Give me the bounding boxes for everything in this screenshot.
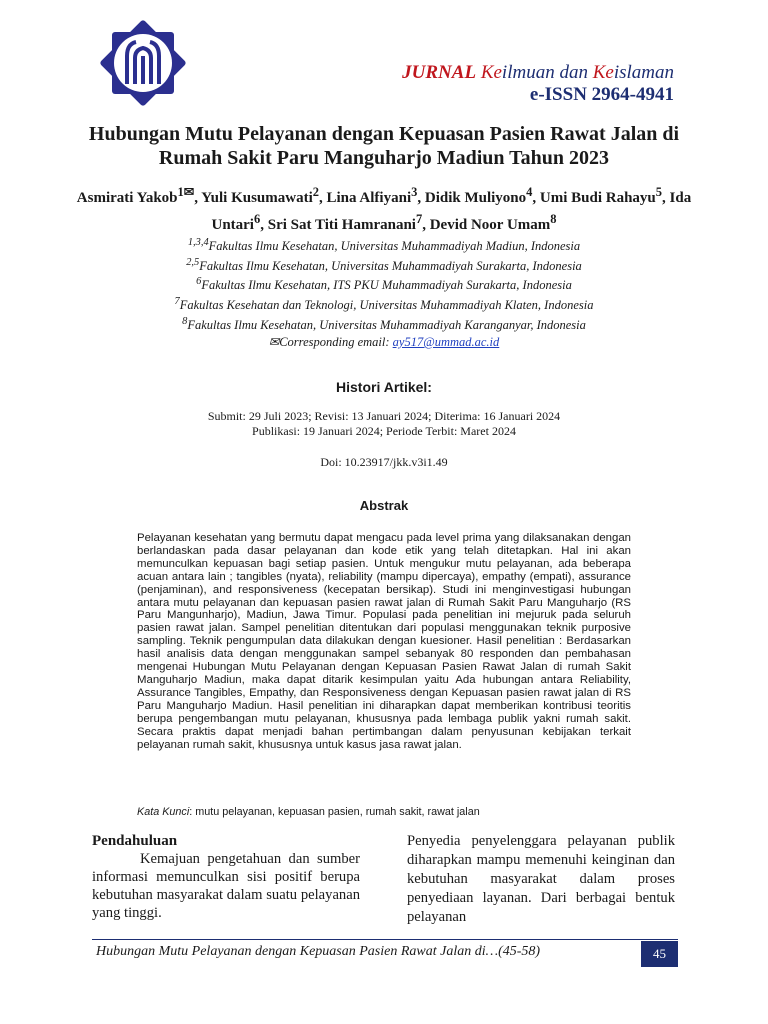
author-name: Asmirati Yakob	[76, 190, 178, 206]
affiliation: $^{1,3,4}$Fakultas Ilmu Kesehatan, Universitas Muhammadiyah Madiun, Indonesia	[187, 237, 581, 254]
mail-icon: ✉	[268, 335, 280, 349]
article-title: Hubungan Mutu Pelayanan dengan Kepuasan Pasien Rawat Jalan di Rumah Sakit Paru Manguharjo Madiun Tahun 2023	[88, 123, 680, 169]
author-name: Umi Budi Rahayu	[539, 190, 656, 206]
author-name: Devid Noor Umam	[429, 217, 551, 233]
keywords: Kata Kunci: mutu pelayanan, kepuasan pasien, rumah sakit, rawat jalan	[137, 806, 480, 818]
affiliation: $^8$Fakultas Ilmu Kesehatan, Universitas Muhammadiyah Karanganyar, Indonesia	[182, 315, 586, 332]
author-list: Asmirati Yakob$^{1✉}$, Yuli Kusumawati$^2$, Lina Alfiyani$^3$, Didik Muliyono$^4$, Umi Budi Rahayu$^5$, Ida Untari$^6$, Sri Sat Titi Hamranani$^7$, Devid Noor Umam$^8$	[76, 185, 692, 233]
history-heading: Histori Artikel:	[336, 379, 432, 395]
affiliation: $^{2,5}$Fakultas Ilmu Kesehatan, Universitas Muhammadiyah Surakarta, Indonesia	[186, 256, 582, 273]
running-title: Hubungan Mutu Pelayanan dengan Kepuasan Pasien Rawat Jalan di…(45-58)	[96, 944, 541, 959]
affiliation: $^6$Fakultas Ilmu Kesehatan, ITS PKU Muhammadiyah Surakarta, Indonesia	[196, 276, 572, 293]
corresponding-email: ✉Corresponding email: ay517@ummad.ac.id	[268, 335, 500, 349]
doi: Doi: 10.23917/jkk.v3i1.49	[320, 455, 448, 469]
author-name: Sri Sat Titi Hamranani	[267, 217, 416, 233]
abstract-heading: Abstrak	[359, 498, 409, 513]
body-left-column	[92, 832, 360, 922]
abstract-text: Pelayanan kesehatan yang bermutu dapat mengacu pada level prima yang dilaksanakan dengan berlandaskan pada dasar pelayanan dan kode etik yang telah ditetapkan. Hal ini akan memunculkan kepuasan bagi setiap pasien. Untuk mengukur mutu pelayanan, ada beberapa acuan antara lain ; tangibles (nyata), reliability (mampu dipercaya), empathy (empati), assurance (penjaminan), and responsiveness (kecepatan bersikap). Studi ini menginvestigasi hubungan antara mutu pelayanan dan kepuasan pasien rawat jalan di Rumah Sakit Paru Manguharjo (RS Paru Mangunharjo), Madiun, Jawa Timur. Populasi pada penelitian ini mejuruk pada seluruh pasien rawat jalan. Sampel penelitian ditentukan dari populasi menggunakan teknik purposive sampling. Teknik pengumpulan data dilakukan dengan kuesioner. Hasil penelitian : Berdasarkan hasil analisis data dengan menggunakan sampel sebanyak 80 responden dan pembahasan mengenai Hubungan Mutu Pelayanan dengan Kepuasan Pasien Rawat Jalan di rumah Sakit Manguharjo Madiun, maka dapat ditarik kesimpulan yaitu Ada hubungan antara Reliability, Assurance Tangibles, Empathy, dan Responsiveness dengan Kepuasan pasien rawat jalan di RS Paru Manguharjo Madiun. Hasil penelitian ini diharapkan dapat memberikan kontribusi teoritis berupa pengembangan mutu pelayanan, khususnya pada lembaga publik yakni rumah sakit. Secara praktis dapat menjadi bahan pertimbangan dalam penyusunan kebijakan terkait pelayanan rumah sakit, khususnya untuk kasus jasa rawat jalan.	[137, 532, 631, 751]
affiliation: $^7$Fakultas Kesehatan dan Teknologi, Universitas Muhammadiyah Klaten, Indonesia	[174, 295, 594, 313]
author-name: Didik Muliyono	[424, 190, 527, 206]
university-emblem-icon	[92, 12, 194, 114]
email-link[interactable]: ay517@ummad.ac.id	[392, 335, 500, 349]
body-right-column: Penyedia penyelenggara pelayanan publik diharapkan mampu memenuhi keinginan dan kebutuhan masyarakat dalam proses penyediaan layanan. Dari berbagai bentuk pelayanan	[407, 833, 675, 925]
author-name: Lina Alfiyani	[326, 190, 412, 206]
affiliation-list	[60, 235, 708, 333]
section-heading: Pendahuluan	[92, 833, 178, 849]
journal-title: JURNAL Keilmuan dan Keislaman	[402, 62, 674, 83]
author-name: Yuli Kusumawati	[201, 190, 313, 206]
issn: e-ISSN 2964-4941	[529, 84, 674, 105]
author-name: Ida Untari	[211, 190, 692, 233]
footer-rule	[92, 939, 678, 940]
page-number: 45	[641, 941, 678, 967]
history-dates: Submit: 29 Juli 2023; Revisi: 13 Januari 2024; Diterima: 16 Januari 2024 Publikasi: 19 Januari 2024; Periode Terbit: Maret 2024	[207, 409, 561, 438]
paragraph: Kemajuan pengetahuan dan sumber informasi memunculkan sisi positif berupa kebutuhan masyarakat dalam suatu pelayanan yang tinggi.	[92, 851, 360, 921]
